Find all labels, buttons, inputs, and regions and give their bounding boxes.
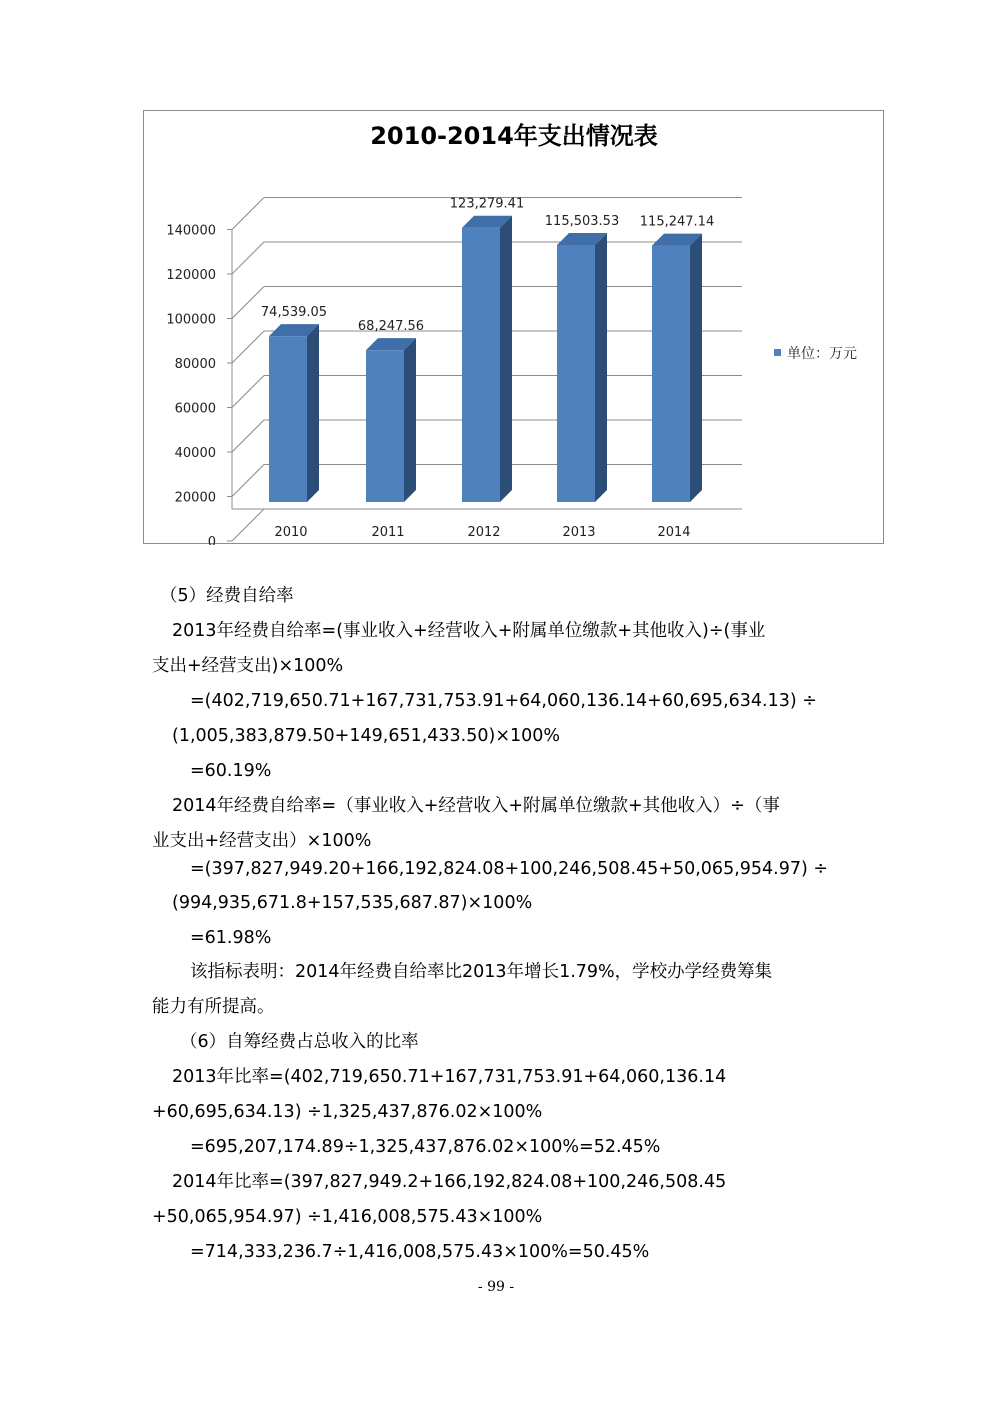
y-tick-label: 120000: [166, 268, 216, 283]
bar: [269, 336, 307, 502]
gridline-side: [232, 198, 264, 230]
formula-2013-continuation: 支出+经营支出)×100%: [152, 656, 344, 676]
legend-swatch: [774, 349, 781, 356]
calc-2013-denominator: (1,005,383,879.50+149,651,433.50)×100%: [172, 726, 561, 746]
x-tick-label: 2010: [274, 525, 308, 540]
y-tick-label: 20000: [174, 490, 216, 506]
result-2014: =61.98%: [190, 928, 272, 948]
formula-2013-self-sufficiency: 2013年经费自给率=(事业收入+经营收入+附属单位缴款+其他收入)÷(事业: [172, 621, 766, 641]
bar-side: [404, 338, 416, 502]
y-tick-label: 60000: [174, 401, 216, 417]
section-5-heading: （5）经费自给率: [160, 586, 294, 606]
indicator-conclusion: 该指标表明：2014年经费自给率比2013年增长1.79%，学校办学经费筹集: [190, 962, 773, 982]
data-label: 115,247.14: [639, 214, 715, 230]
gridline-side: [232, 287, 264, 319]
bar: [557, 245, 595, 502]
data-label: 68,247.56: [357, 319, 425, 335]
data-label: 74,539.05: [260, 305, 328, 321]
bar-side: [595, 233, 607, 502]
ratio-2013-formula: 2013年比率=(402,719,650.71+167,731,753.91+64,060,136.14: [172, 1067, 727, 1087]
y-tick-label: 100000: [166, 312, 216, 328]
bar-side: [690, 234, 702, 502]
x-tick-label: 2013: [562, 525, 596, 540]
gridline-side: [232, 376, 264, 408]
data-label: 115,503.53: [544, 214, 620, 230]
formula-2014-continuation: 业支出+经营支出）×100%: [152, 831, 372, 851]
section-6-heading: （6）自筹经费占总收入的比率: [180, 1032, 419, 1052]
gridline-side: [232, 242, 264, 274]
legend-label: 单位：万元: [787, 346, 857, 362]
data-label: 123,279.41: [449, 196, 525, 212]
page-number: - 99 -: [477, 1279, 515, 1295]
ratio-2014-formula: 2014年比率=(397,827,949.2+166,192,824.08+100,246,508.45: [172, 1172, 727, 1192]
y-tick-label: 40000: [174, 446, 216, 461]
bar-side: [307, 324, 319, 502]
ratio-2014-result: =714,333,236.7÷1,416,008,575.43×100%=50.45%: [190, 1242, 650, 1262]
calc-2014-denominator: (994,935,671.8+157,535,687.87)×100%: [172, 893, 533, 913]
formula-2014-self-sufficiency: 2014年经费自给率=（事业收入+经营收入+附属单位缴款+其他收入）÷（事: [172, 796, 780, 816]
bar-side: [500, 216, 512, 502]
expenditure-chart: [143, 110, 884, 544]
y-tick-label: 140000: [166, 223, 216, 239]
indicator-conclusion-continuation: 能力有所提高。: [152, 997, 275, 1017]
bar: [366, 350, 404, 502]
bar: [462, 228, 500, 502]
ratio-2013-result: =695,207,174.89÷1,325,437,876.02×100%=52.45%: [190, 1137, 661, 1157]
x-tick-label: 2014: [657, 525, 691, 540]
y-tick-label: 0: [207, 535, 216, 545]
result-2013: =60.19%: [190, 761, 272, 781]
calc-2014-numerator: =(397,827,949.20+166,192,824.08+100,246,508.45+50,065,954.97) ÷: [190, 859, 829, 879]
chart-title: 2010-2014年支出情况表: [370, 122, 658, 150]
gridline-side: [232, 509, 264, 541]
x-tick-label: 2011: [371, 525, 405, 540]
ratio-2014-formula-continuation: +50,065,954.97) ÷1,416,008,575.43×100%: [152, 1207, 543, 1227]
x-tick-label: 2012: [467, 525, 501, 540]
gridline-side: [232, 465, 264, 497]
y-tick-label: 80000: [174, 357, 216, 372]
ratio-2013-formula-continuation: +60,695,634.13) ÷1,325,437,876.02×100%: [152, 1102, 543, 1122]
calc-2013-numerator: =(402,719,650.71+167,731,753.91+64,060,136.14+60,695,634.13) ÷: [190, 691, 817, 711]
gridline-side: [232, 331, 264, 363]
bar: [652, 246, 690, 502]
gridline-side: [232, 420, 264, 452]
chart-canvas: [144, 111, 885, 545]
